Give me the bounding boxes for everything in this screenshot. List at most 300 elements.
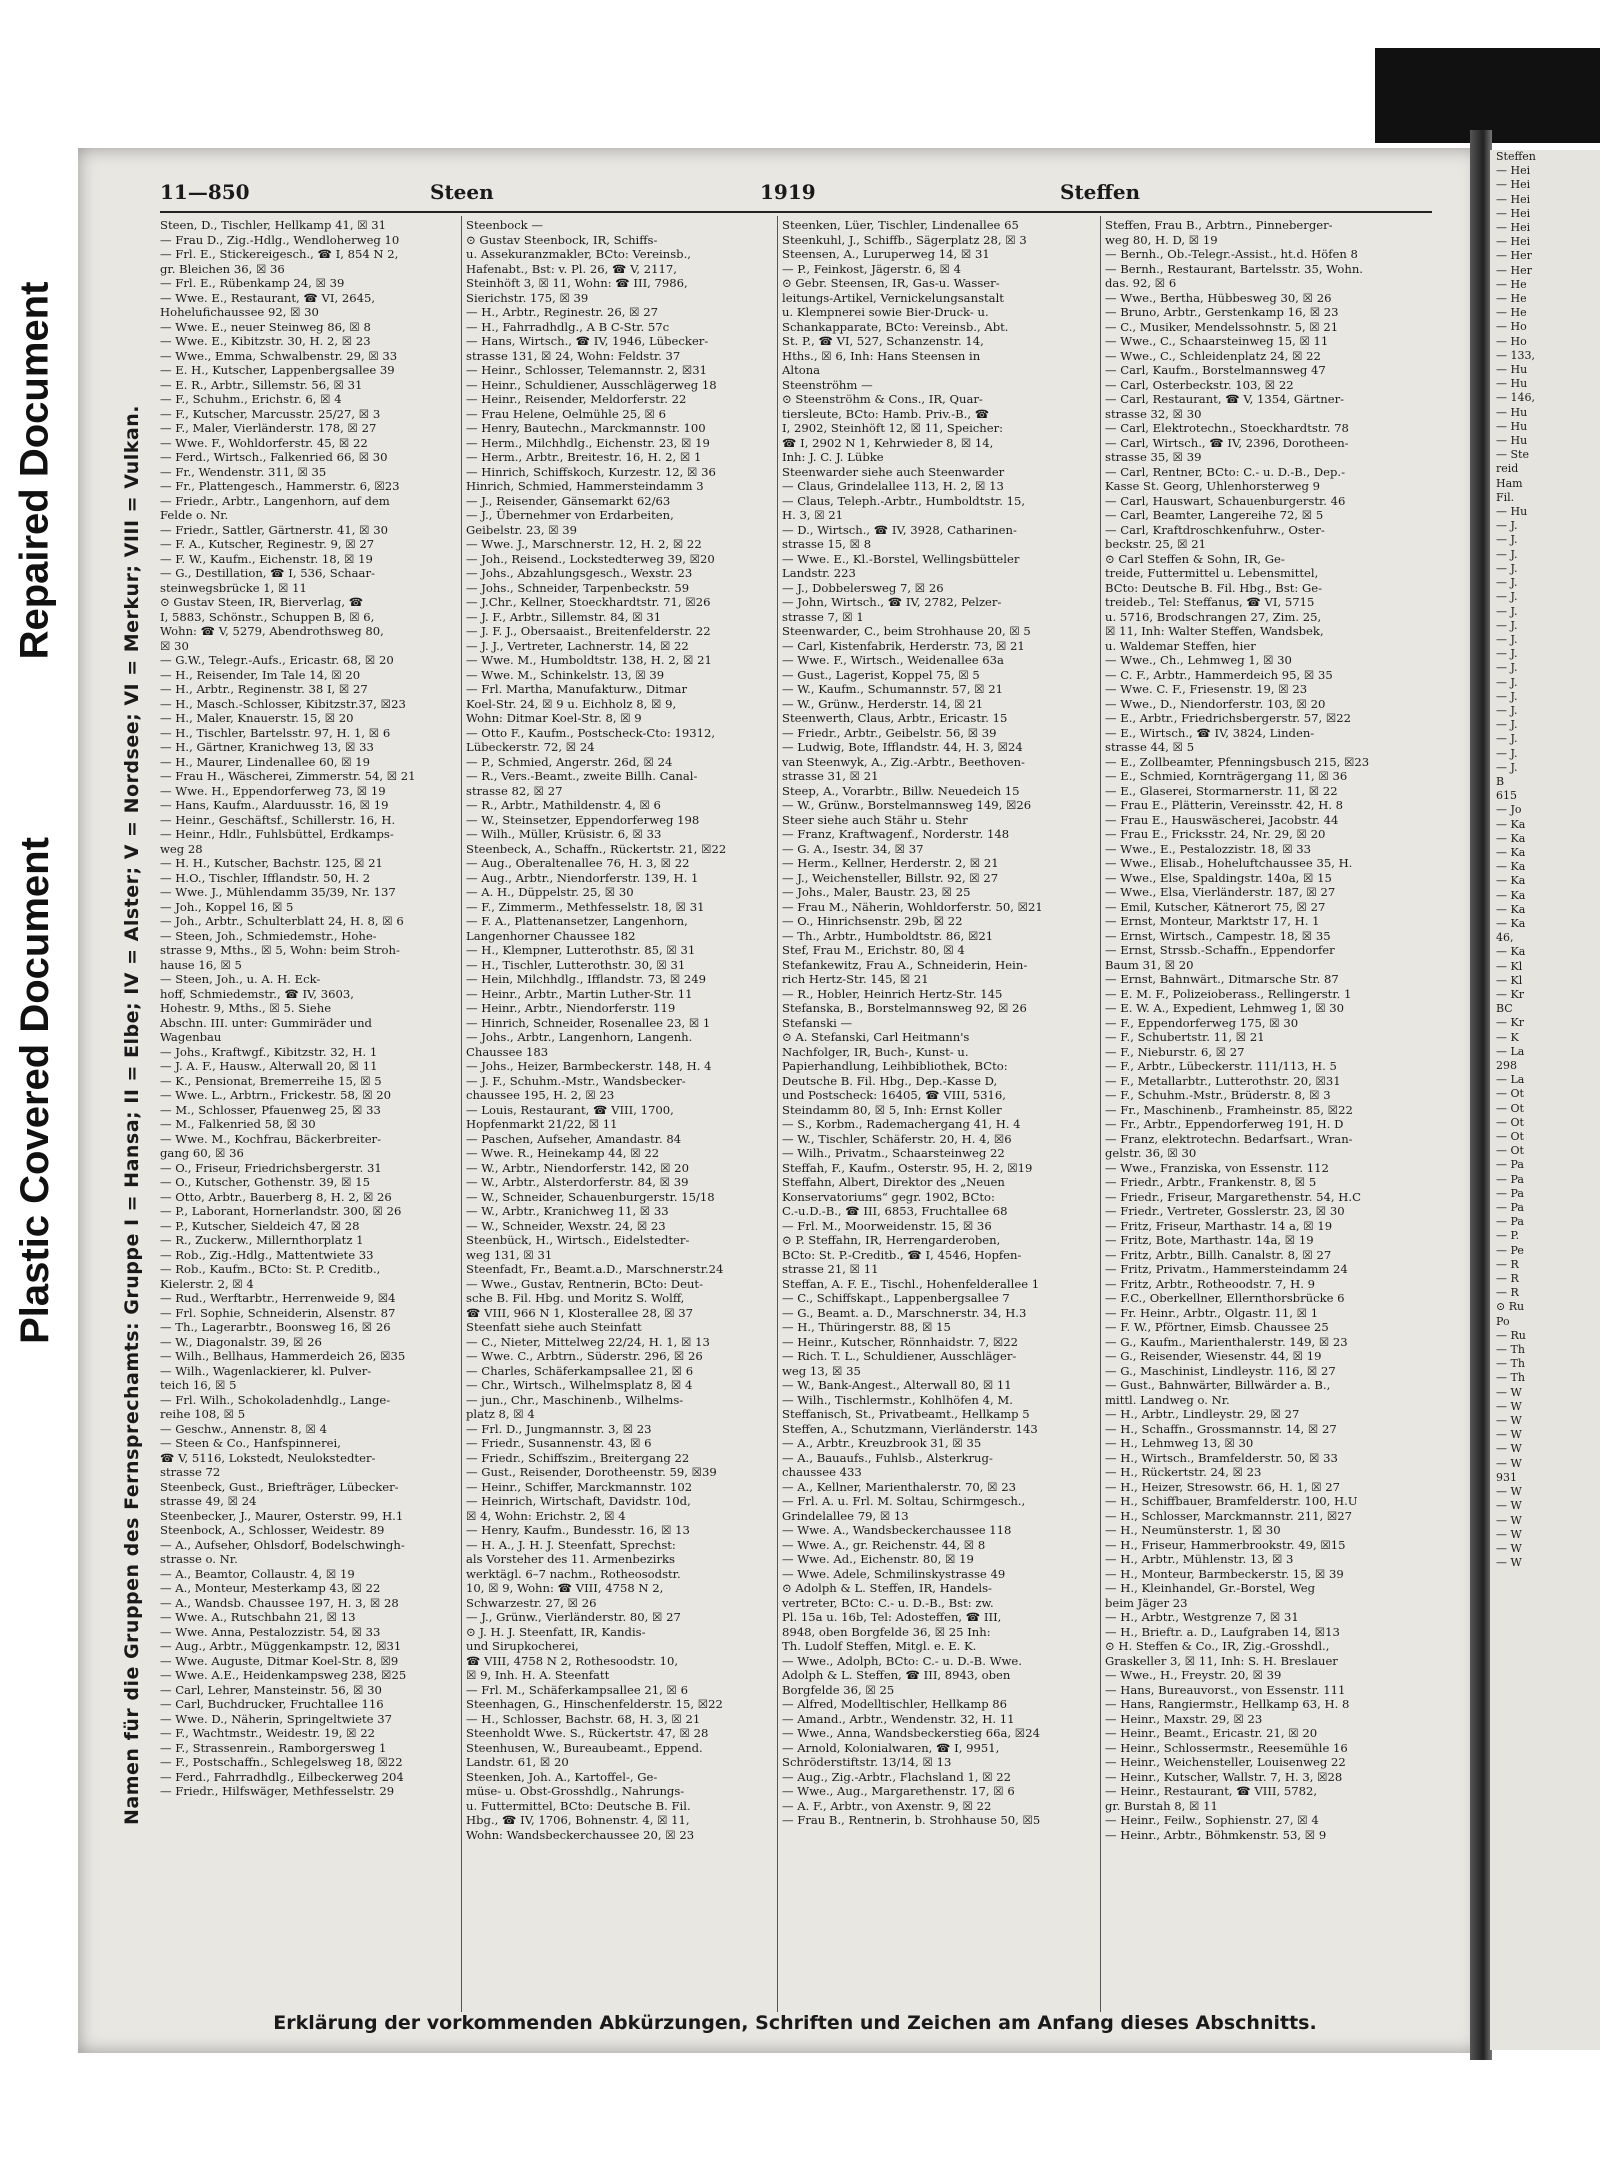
- facing-page-fragment: — Her: [1496, 249, 1532, 263]
- directory-entry: — F., Schubertstr. 11, ☒ 21: [1105, 1030, 1265, 1044]
- directory-entry: Lübeckerstr. 72, ☒ 24: [466, 740, 595, 754]
- facing-page-fragment: — W: [1496, 1399, 1522, 1413]
- directory-entry: — H., Schlosser, Marckmannstr. 211, ☒27: [1105, 1508, 1353, 1523]
- directory-entry: Steenbeck, Gust., Briefträger, Lübecker-: [160, 1479, 399, 1494]
- directory-entry: — Hinrich, Schneider, Rosenallee 23, ☒ 1: [466, 1015, 711, 1030]
- directory-entry: — H., Monteur, Barmbeckerstr. 15, ☒ 39: [1105, 1566, 1344, 1581]
- directory-entry: gelstr. 36, ☒ 30: [1105, 1146, 1197, 1160]
- directory-entry: — Wwe. J., Mühlendamm 35/39, Nr. 137: [160, 885, 396, 899]
- directory-entry: — H., Schlosser, Bachstr. 68, H. 3, ☒ 21: [466, 1711, 701, 1726]
- facing-page-fragment: — Ru: [1496, 1328, 1526, 1342]
- directory-entry: Steenkuhl, J., Schiffb., Sägerplatz 28, ☒ 3: [782, 232, 1027, 247]
- directory-entry: — Friedr., Vertreter, Gosslerstr. 23, ☒ 30: [1105, 1204, 1345, 1218]
- directory-entry: — Gust., Bahnwärter, Billwärder a. B.,: [1105, 1378, 1331, 1392]
- directory-entry: — F., Wachtmstr., Weidestr. 19, ☒ 22: [160, 1726, 375, 1740]
- directory-entry: — Rich. T. L., Schuldiener, Ausschläger-: [782, 1349, 1017, 1363]
- facing-page-fragment: — Th: [1496, 1343, 1525, 1357]
- directory-entry: — A. F., Arbtr., von Axenstr. 9, ☒ 22: [782, 1798, 992, 1813]
- directory-entry: Steenbock, A., Schlosser, Weidestr. 89: [160, 1523, 385, 1537]
- column-4: [1105, 218, 1370, 2018]
- directory-entry: strasse 35, ☒ 39: [1105, 450, 1202, 464]
- directory-entry: — Wwe. E., neuer Steinweg 86, ☒ 8: [160, 319, 371, 334]
- directory-entry: — Th., Arbtr., Humboldtstr. 86, ☒21: [782, 928, 994, 943]
- directory-entry: Steenbück, H., Wirtsch., Eidelstedter-: [466, 1233, 690, 1247]
- directory-entry: — Wwe. Ad., Eichenstr. 80, ☒ 19: [782, 1552, 974, 1566]
- facing-page-fragment: 46,: [1496, 931, 1514, 945]
- directory-entry: rich Hertz-Str. 145, ☒ 21: [782, 972, 929, 986]
- directory-entry: — John, Wirtsch., ☎ IV, 2782, Pelzer-: [782, 595, 1002, 609]
- directory-entry: — Wwe., C., Schaarsteinweg 15, ☒ 11: [1105, 334, 1329, 348]
- directory-entry: — A., Arbtr., Kreuzbrook 31, ☒ 35: [782, 1436, 982, 1450]
- directory-entry: — Wwe., Adolph, BCto: C.- u. D.-B. Wwe.: [782, 1653, 1022, 1668]
- facing-page-fragment: BC: [1496, 1002, 1513, 1016]
- directory-entry: Stefanska, B., Borstelmannsweg 92, ☒ 26: [782, 1001, 1027, 1015]
- directory-entry: Steenfatt siehe auch Steinfatt: [466, 1320, 642, 1334]
- directory-entry: — Geschw., Annenstr. 8, ☒ 4: [160, 1421, 327, 1436]
- directory-entry: strasse o. Nr.: [160, 1552, 238, 1566]
- directory-entry: H. 3, ☒ 21: [782, 508, 844, 522]
- directory-entry: ⊙ Carl Steffen & Sohn, IR, Ge-: [1105, 551, 1285, 566]
- directory-entry: weg 131, ☒ 31: [466, 1247, 553, 1262]
- facing-page-fragment: — J.: [1496, 689, 1518, 703]
- directory-entry: — Gust., Lagerist, Koppel 75, ☒ 5: [782, 667, 980, 682]
- directory-entry: platz 8, ☒ 4: [466, 1407, 535, 1421]
- facing-page-fragment: — Ka: [1496, 874, 1526, 888]
- directory-entry: — W., Grünw., Herderstr. 14, ☒ 21: [782, 696, 984, 711]
- directory-entry: Papierhandlung, Leihbibliothek, BCto:: [782, 1059, 1008, 1073]
- directory-entry: — G., Destillation, ☎ I, 536, Schaar-: [160, 566, 375, 580]
- directory-entry: — P., Laborant, Hornerlandstr. 300, ☒ 26: [160, 1204, 402, 1218]
- directory-entry: — E. R., Arbtr., Sillemstr. 56, ☒ 31: [160, 377, 363, 392]
- facing-page-fragment: Ham: [1496, 476, 1523, 490]
- directory-entry: — Friedr., Arbtr., Langenhorn, auf dem: [160, 493, 390, 508]
- directory-entry: — Charles, Schäferkampsallee 21, ☒ 6: [466, 1363, 694, 1378]
- directory-entry: — Frau E., Plätterin, Vereinsstr. 42, H. 8: [1105, 798, 1344, 812]
- facing-page-fragment: — W: [1496, 1541, 1522, 1555]
- directory-entry: — Wwe., Elisab., Hoheluftchaussee 35, H.: [1105, 856, 1353, 870]
- directory-entry: ☒ 30: [160, 638, 189, 653]
- directory-entry: Langenhorner Chaussee 182: [466, 928, 636, 943]
- directory-entry: — Frl. A. u. Frl. M. Soltau, Schirmgesch.,: [782, 1494, 1026, 1508]
- facing-page-fragment: — R: [1496, 1272, 1519, 1286]
- directory-entry: — Ferd., Fahrradhdlg., Eilbeckerweg 204: [160, 1769, 404, 1784]
- facing-page-fragment: — J.: [1496, 746, 1518, 760]
- directory-entry: — Friedr., Sattler, Gärtnerstr. 41, ☒ 30: [160, 522, 389, 537]
- directory-entry: — Heinr., Restaurant, ☎ VIII, 5782,: [1105, 1784, 1318, 1798]
- facing-page-fragment: — J.: [1496, 718, 1518, 732]
- directory-entry: — Louis, Restaurant, ☎ VIII, 1700,: [466, 1102, 674, 1117]
- directory-entry: — H., Klempner, Lutterothstr. 85, ☒ 31: [466, 943, 696, 957]
- directory-entry: — Frl. E., Rübenkamp 24, ☒ 39: [160, 276, 345, 290]
- directory-entry: steinwegsbrücke 1, ☒ 11: [160, 580, 307, 595]
- directory-entry: u. Futtermittel, BCto: Deutsche B. Fil.: [466, 1798, 691, 1813]
- directory-entry: — F. A., Plattenansetzer, Langenhorn,: [466, 914, 688, 928]
- facing-page-fragment: — Ot: [1496, 1130, 1524, 1144]
- directory-entry: — H., Neumünsterstr. 1, ☒ 30: [1105, 1523, 1281, 1537]
- facing-page-fragment: — Hei: [1496, 221, 1531, 235]
- directory-entry: — Wwe., C., Schleidenplatz 24, ☒ 22: [1105, 348, 1321, 363]
- directory-entry: — M., Falkenried 58, ☒ 30: [160, 1117, 316, 1131]
- directory-entry: — Bernh., Restaurant, Bartelsstr. 35, Wohn.: [1105, 261, 1363, 276]
- directory-entry: — W., Arbtr., Niendorferstr. 142, ☒ 20: [466, 1160, 689, 1175]
- directory-entry: — A., Wandsb. Chaussee 197, H. 3, ☒ 28: [160, 1595, 399, 1610]
- directory-entry: — S., Korbm., Rademachergang 41, H. 4: [782, 1117, 1021, 1131]
- directory-entry: Schankapparate, BCto: Vereinsb., Abt.: [782, 319, 1009, 334]
- directory-entry: — H., Maler, Knauerstr. 15, ☒ 20: [160, 711, 354, 725]
- side-label-divider: [0, 800, 70, 803]
- facing-page-fragment: — Kr: [1496, 1016, 1524, 1030]
- facing-page-fragment: — J.: [1496, 618, 1518, 632]
- directory-entry: tiersleute, BCto: Hamb. Priv.-B., ☎: [782, 406, 990, 421]
- directory-entry: — J., Dobbelersweg 7, ☒ 26: [782, 580, 944, 595]
- facing-page-fragment: — W: [1496, 1442, 1522, 1456]
- directory-entry: — Friedr., Arbtr., Geibelstr. 56, ☒ 39: [782, 725, 997, 740]
- facing-page-fragment: — K: [1496, 1030, 1519, 1044]
- directory-entry: gr. Bleichen 36, ☒ 36: [160, 261, 285, 276]
- directory-entry: — G., Reisender, Wiesenstr. 44, ☒ 19: [1105, 1349, 1322, 1363]
- directory-entry: strasse 82, ☒ 27: [466, 783, 563, 798]
- directory-entry: — Carl, Hauswart, Schauenburgerstr. 46: [1105, 493, 1346, 508]
- directory-entry: — Otto, Arbtr., Bauerberg 8, H. 2, ☒ 26: [160, 1189, 392, 1204]
- directory-entry: — O., Kutscher, Gothenstr. 39, ☒ 15: [160, 1175, 370, 1189]
- facing-page-fragment: — He: [1496, 292, 1527, 306]
- directory-entry: — Aug., Oberaltenallee 76, H. 3, ☒ 22: [466, 856, 690, 870]
- directory-entry: — Hans, Bureauvorst., von Essenstr. 111: [1105, 1682, 1346, 1697]
- directory-entry: — Wwe., E., Pestalozzistr. 18, ☒ 33: [1105, 841, 1312, 856]
- directory-entry: — Friedr., Arbtr., Frankenstr. 8, ☒ 5: [1105, 1175, 1317, 1189]
- facing-page-fragment: — Ka: [1496, 831, 1526, 845]
- directory-entry: — H., Arbtr., Reginestr. 26, ☒ 27: [466, 305, 659, 319]
- directory-entry: — A., Kellner, Marienthalerstr. 70, ☒ 23: [782, 1479, 1017, 1494]
- facing-page-fragment: — Ka: [1496, 916, 1526, 930]
- directory-entry: — H., Fahrradhdlg., A B C-Str. 57c: [466, 319, 670, 334]
- facing-page-fragment: — Jo: [1496, 803, 1522, 817]
- directory-entry: — Wwe., Emma, Schwalbenstr. 29, ☒ 33: [160, 348, 398, 363]
- directory-entry: — H., Rückertstr. 24, ☒ 23: [1105, 1465, 1262, 1479]
- directory-entry: — H., Kleinhandel, Gr.-Borstel, Weg: [1105, 1581, 1316, 1595]
- directory-entry: — F., Schuhm.-Mstr., Brüderstr. 8, ☒ 3: [1105, 1088, 1331, 1102]
- directory-entry: — Frau E., Hauswäscherei, Jacobstr. 44: [1105, 812, 1339, 827]
- directory-entry: — A., Bauaufs., Fuhlsb., Alsterkrug-: [782, 1450, 993, 1465]
- directory-entry: — G., Maschinist, Lindleystr. 116, ☒ 27: [1105, 1363, 1336, 1378]
- directory-entry: — E., Arbtr., Friedrichsbergerstr. 57, ☒22: [1105, 711, 1352, 725]
- facing-page-fragment: ⊙ Ru: [1496, 1300, 1525, 1314]
- directory-entry: — Frl. E., Stickereigesch., ☎ I, 854 N 2,: [160, 247, 399, 261]
- directory-entry: und Postscheck: 16405, ☎ VIII, 5316,: [782, 1088, 1006, 1102]
- directory-entry: — Johs., Heizer, Barmbeckerstr. 148, H. 4: [466, 1059, 712, 1073]
- facing-page-fragment: — R: [1496, 1257, 1519, 1271]
- directory-entry: — H., Schiffbauer, Bramfelderstr. 100, H.U: [1105, 1494, 1358, 1508]
- directory-entry: Landstr. 223: [782, 566, 856, 580]
- directory-entry: — Wwe. D., Näherin, Springeltwiete 37: [160, 1711, 392, 1726]
- directory-entry: — F., Schuhm., Erichstr. 6, ☒ 4: [160, 392, 342, 406]
- directory-entry: — F., Arbtr., Lübeckerstr. 111/113, H. 5: [1105, 1059, 1337, 1073]
- directory-entry: — Wwe. C. F., Friesenstr. 19, ☒ 23: [1105, 682, 1308, 696]
- directory-entry: — F. W., Pförtner, Eimsb. Chaussee 25: [1105, 1320, 1329, 1334]
- directory-entry: — P., Feinkost, Jägerstr. 6, ☒ 4: [782, 261, 962, 276]
- directory-entry: — Th., Lagerarbtr., Boonsweg 16, ☒ 26: [160, 1320, 391, 1334]
- directory-entry: — E., Wirtsch., ☎ IV, 3824, Linden-: [1105, 725, 1315, 740]
- directory-entry: — R., Hobler, Heinrich Hertz-Str. 145: [782, 986, 1003, 1001]
- facing-page-fragment: — Pa: [1496, 1186, 1524, 1200]
- directory-entry: — F.C., Oberkellner, Ellernthorsbrücke 6: [1105, 1291, 1345, 1305]
- directory-entry: — Friedr., Schiffszim., Breitergang 22: [466, 1450, 690, 1465]
- directory-entry: — Frl. Wilh., Schokoladenhdlg., Lange-: [160, 1392, 391, 1407]
- directory-entry: — Steen & Co., Hanfspinnerei,: [160, 1436, 341, 1450]
- directory-entry: — Heinr., Maxstr. 29, ☒ 23: [1105, 1711, 1263, 1726]
- directory-entry: — Johs., Schneider, Tarpenbeckstr. 59: [466, 580, 690, 595]
- facing-page-fragment: — La: [1496, 1073, 1525, 1087]
- directory-entry: — R., Zuckerw., Millernthorplatz 1: [160, 1233, 364, 1247]
- facing-page-fragment: — La: [1496, 1044, 1525, 1058]
- directory-entry: — Wwe., Gustav, Rentnerin, BCto: Deut-: [466, 1276, 703, 1291]
- directory-entry: Landstr. 61, ☒ 20: [466, 1755, 569, 1769]
- directory-entry: beckstr. 25, ☒ 21: [1105, 537, 1207, 551]
- facing-page-fragment: 931: [1496, 1470, 1517, 1484]
- facing-page-fragment: — Ho: [1496, 320, 1527, 334]
- facing-page-fragment: — W: [1496, 1499, 1522, 1513]
- directory-entry: und Sirupkocherei,: [466, 1639, 579, 1653]
- directory-entry: — Heinr., Schlosser, Telemannstr. 2, ☒31: [466, 363, 707, 377]
- facing-page-fragment: — Hei: [1496, 192, 1531, 206]
- directory-entry: — Frl. D., Jungmannstr. 3, ☒ 23: [466, 1421, 652, 1436]
- directory-entry: — Wwe., Elsa, Vierländerstr. 187, ☒ 27: [1105, 885, 1336, 899]
- directory-entry: Stefankewitz, Frau A., Schneiderin, Hein-: [782, 957, 1028, 972]
- facing-page-fragment: — Kl: [1496, 959, 1523, 973]
- directory-entry: Borgfelde 36, ☒ 25: [782, 1682, 895, 1697]
- directory-entry: — H., Tischler, Bartelsstr. 97, H. 1, ☒ 6: [160, 725, 391, 740]
- directory-entry: Hbg., ☎ IV, 1706, Bohnenstr. 4, ☒ 11,: [466, 1813, 690, 1827]
- directory-entry: — R., Vers.-Beamt., zweite Billh. Canal-: [466, 769, 698, 783]
- directory-entry: I, 5883, Schönstr., Schuppen B, ☒ 6,: [160, 609, 375, 624]
- directory-entry: Geibelstr. 23, ☒ 39: [466, 522, 578, 537]
- directory-entry: — Frl. Sophie, Schneiderin, Alsenstr. 87: [160, 1305, 396, 1320]
- directory-entry: — H.O., Tischler, Ifflandstr. 50, H. 2: [160, 870, 371, 885]
- directory-entry: Steffahn, Albert, Direktor des „Neuen: [782, 1175, 1005, 1189]
- directory-entry: — H., Heizer, Stresowstr. 66, H. 1, ☒ 27: [1105, 1479, 1341, 1494]
- directory-entry: — E. W. A., Expedient, Lehmweg 1, ☒ 30: [1105, 1001, 1345, 1015]
- directory-entry: — J., Grünw., Vierländerstr. 80, ☒ 27: [466, 1610, 681, 1624]
- facing-page-fragment: — J.: [1496, 604, 1518, 618]
- directory-entry: — W., Bank-Angest., Alterwall 80, ☒ 11: [782, 1378, 1012, 1392]
- directory-entry: Altona: [782, 363, 821, 377]
- directory-entry: Steindamm 80, ☒ 5, Inh: Ernst Koller: [782, 1102, 1002, 1117]
- directory-entry: Steenken, Joh. A., Kartoffel-, Ge-: [466, 1769, 658, 1784]
- directory-entry: — Ernst, Wirtsch., Campestr. 18, ☒ 35: [1105, 928, 1331, 943]
- facing-page-fragment: — J.: [1496, 519, 1518, 533]
- directory-entry: — Hans, Wirtsch., ☎ IV, 1946, Lübecker-: [466, 334, 709, 348]
- directory-entry: — Hans, Kaufm., Alarduusstr. 16, ☒ 19: [160, 798, 389, 812]
- facing-page-fragment: — Hu: [1496, 434, 1528, 448]
- header-year: 1919: [760, 180, 816, 204]
- facing-page-fragment: 298: [1496, 1059, 1517, 1072]
- directory-entry: — E. H., Kutscher, Lappenbergsallee 39: [160, 363, 395, 377]
- directory-entry: — Carl, Wirtsch., ☎ IV, 2396, Dorotheen-: [1105, 435, 1349, 450]
- directory-entry: strasse 9, Mths., ☒ 5, Wohn: beim Stroh-: [160, 943, 400, 957]
- directory-entry: — Frau E., Fricksstr. 24, Nr. 29, ☒ 20: [1105, 827, 1326, 841]
- directory-entry: — A. H., Düppelstr. 25, ☒ 30: [466, 885, 634, 899]
- directory-entry: vertreter, BCto: C.- u. D.-B., Bst: zw.: [782, 1595, 994, 1610]
- directory-entry: — H., Brieftr. a. D., Laufgraben 14, ☒13: [1105, 1624, 1340, 1639]
- directory-entry: — jun., Chr., Maschinenb., Wilhelms-: [466, 1392, 684, 1407]
- directory-entry: — Paschen, Aufseher, Amandastr. 84: [466, 1131, 682, 1146]
- directory-entry: — Rob., Kaufm., BCto: St. P. Creditb.,: [160, 1262, 381, 1276]
- directory-entry: ☒ 4, Wohn: Erichstr. 2, ☒ 4: [466, 1508, 626, 1523]
- vertical-title: [112, 240, 152, 1990]
- directory-entry: — Ludwig, Bote, Ifflandstr. 44, H. 3, ☒24: [782, 740, 1023, 754]
- directory-entry: Steenwerth, Claus, Arbtr., Ericastr. 15: [782, 711, 1008, 725]
- directory-entry: Steenbecker, J., Maurer, Osterstr. 99, H.1: [160, 1508, 404, 1523]
- facing-page-fragment: — J.: [1496, 533, 1518, 547]
- directory-entry: ⊙ H. Steffen & Co., IR, Zig.-Grosshdl.,: [1105, 1639, 1330, 1653]
- directory-entry: hoff, Schmiedemstr., ☎ IV, 3603,: [160, 986, 354, 1001]
- directory-entry: strasse 131, ☒ 24, Wohn: Feldstr. 37: [466, 348, 681, 363]
- directory-entry: — Joh., Reisend., Lockstedterweg 39, ☒20: [466, 551, 715, 566]
- side-label-repaired: [0, 150, 70, 790]
- directory-entry: — Ernst, Strssb.-Schaffn., Eppendorfer: [1105, 943, 1335, 957]
- facing-page-fragment: — Ot: [1496, 1087, 1524, 1101]
- directory-entry: Hohestr. 9, Mths., ☒ 5. Siehe: [160, 1001, 332, 1015]
- directory-entry: — Carl, Buchdrucker, Fruchtallee 116: [160, 1697, 384, 1711]
- facing-page-fragment: — Ot: [1496, 1144, 1524, 1158]
- directory-entry: — Wilh., Bellhaus, Hammerdeich 26, ☒35: [160, 1349, 406, 1363]
- directory-entry: — Carl, Osterbeckstr. 103, ☒ 22: [1105, 377, 1294, 392]
- facing-page-fragment: — Kl: [1496, 973, 1523, 987]
- facing-page-fragment: — J.: [1496, 547, 1518, 561]
- directory-entry: — Claus, Grindelallee 113, H. 2, ☒ 13: [782, 479, 1004, 493]
- directory-entry: — G., Kaufm., Marienthalerstr. 149, ☒ 23: [1105, 1334, 1348, 1349]
- side-label-plastic-covered-text: Plastic Covered Document: [12, 836, 57, 1344]
- directory-entry: — H., Arbtr., Mühlenstr. 13, ☒ 3: [1105, 1552, 1294, 1566]
- directory-entry: — J., Reisender, Gänsemarkt 62/63: [466, 493, 671, 508]
- directory-entry: — Heinr., Geschäftsf., Schillerstr. 16, H.: [160, 812, 396, 827]
- facing-page-fragment: — Pa: [1496, 1215, 1524, 1229]
- directory-entry: — H., Lehmweg 13, ☒ 30: [1105, 1436, 1254, 1450]
- directory-entry: — Rob., Zig.-Hdlg., Mattentwiete 33: [160, 1247, 374, 1262]
- directory-entry: — Hinrich, Schiffskoch, Kurzestr. 12, ☒ 36: [466, 464, 716, 479]
- facing-page-fragment: reid: [1496, 462, 1519, 476]
- facing-page-fragment: — J.: [1496, 590, 1518, 604]
- facing-page-fragment: 615: [1496, 789, 1517, 803]
- facing-page-fragment: — Pa: [1496, 1172, 1524, 1186]
- directory-entry: — Frau M., Näherin, Wohldorferstr. 50, ☒21: [782, 899, 1043, 914]
- facing-page-fragment: — Ka: [1496, 845, 1526, 859]
- directory-entry: — Fritz, Privatm., Hammersteindamm 24: [1105, 1262, 1348, 1276]
- directory-entry: — Alfred, Modelltischler, Hellkamp 86: [782, 1697, 1008, 1711]
- facing-page-fragment: — Ho: [1496, 334, 1527, 348]
- directory-entry: — H. A., J. H. J. Steenfatt, Sprechst:: [466, 1537, 676, 1552]
- page-header: [160, 180, 1430, 208]
- facing-page-fragment: — J.: [1496, 732, 1518, 746]
- directory-entry: ⊙ Steenströhm & Cons., IR, Quar-: [782, 392, 983, 406]
- scan-background-top-right: [1375, 48, 1600, 143]
- directory-entry: ⊙ A. Stefanski, Carl Heitmann's: [782, 1030, 970, 1044]
- directory-entry: — Fritz, Arbtr., Rotheoodstr. 7, H. 9: [1105, 1276, 1315, 1291]
- directory-entry: Steffan, A. F. E., Tischl., Hohenfelderallee 1: [782, 1276, 1040, 1291]
- directory-entry: — Friedr., Susannenstr. 43, ☒ 6: [466, 1436, 652, 1450]
- directory-entry: strasse 32, ☒ 30: [1105, 406, 1202, 421]
- directory-entry: — Fr., Wendenstr. 311, ☒ 35: [160, 464, 327, 479]
- directory-entry: — M., Schlosser, Pfauenweg 25, ☒ 33: [160, 1102, 381, 1117]
- directory-entry: strasse 15, ☒ 8: [782, 537, 872, 551]
- directory-entry: — Johs., Maler, Baustr. 23, ☒ 25: [782, 885, 971, 899]
- directory-entry: — Ernst, Bahnwärt., Ditmarsche Str. 87: [1105, 972, 1339, 986]
- directory-entry: — Frau Helene, Oelmühle 25, ☒ 6: [466, 406, 667, 421]
- directory-entry: 10, ☒ 9, Wohn: ☎ VIII, 4758 N 2,: [466, 1581, 664, 1595]
- directory-entry: — Ernst, Monteur, Marktstr 17, H. 1: [1105, 914, 1320, 928]
- directory-entry: — J. J., Vertreter, Lachnerstr. 14, ☒ 22: [466, 638, 689, 653]
- directory-entry: Schröderstiftstr. 13/14, ☒ 13: [782, 1755, 952, 1769]
- directory-entry: Steffen, A., Schutzmann, Vierländerstr. 143: [782, 1421, 1038, 1436]
- facing-page-fragment: — Kr: [1496, 987, 1524, 1001]
- facing-page-fragment: — Hei: [1496, 178, 1531, 192]
- directory-entry: — F., Kutscher, Marcusstr. 25/27, ☒ 3: [160, 406, 381, 421]
- facing-page-fragment: — He: [1496, 306, 1527, 320]
- column-divider: [1100, 216, 1101, 2012]
- directory-entry: treide, Futtermittel u. Lebensmittel,: [1105, 566, 1319, 580]
- directory-entry: weg 28: [160, 841, 203, 856]
- directory-entry: — F., Maler, Vierländerstr. 178, ☒ 27: [160, 421, 377, 435]
- directory-entry: Steep, A., Vorarbtr., Billw. Neuedeich 15: [782, 783, 1020, 798]
- directory-entry: u. Waldemar Steffen, hier: [1105, 638, 1256, 653]
- directory-entry: chaussee 433: [782, 1465, 862, 1479]
- directory-entry: weg 80, H. D, ☒ 19: [1105, 232, 1218, 247]
- directory-entry: — Emil, Kutscher, Kätnerort 75, ☒ 27: [1105, 899, 1326, 914]
- directory-entry: Steen, D., Tischler, Hellkamp 41, ☒ 31: [160, 218, 387, 232]
- directory-entry: ⊙ Gustav Steen, IR, Bierverlag, ☎: [160, 595, 364, 609]
- directory-entry: — Wwe., H., Freystr. 20, ☒ 39: [1105, 1668, 1282, 1682]
- directory-entry: Steenhusen, W., Bureaubeamt., Eppend.: [466, 1740, 703, 1755]
- directory-entry: — Friedr., Hilfswäger, Methfesselstr. 29: [160, 1784, 395, 1798]
- directory-entry: Stef, Frau M., Erichstr. 80, ☒ 4: [782, 943, 965, 957]
- directory-entry: Steffen, Frau B., Arbtrn., Pinneberger-: [1105, 218, 1333, 232]
- directory-entry: Sierichstr. 175, ☒ 39: [466, 290, 589, 305]
- directory-entry: — Otto F., Kaufm., Postscheck-Cto: 19312,: [466, 725, 716, 740]
- facing-page-fragment: — Pe: [1496, 1243, 1524, 1257]
- directory-entry: Steenbeck, A., Schaffn., Rückertstr. 21, ☒22: [466, 841, 727, 856]
- facing-page-fragment: — W: [1496, 1428, 1522, 1442]
- directory-entry: Steer siehe auch Stähr u. Stehr: [782, 812, 968, 827]
- facing-page-fragment: — J.: [1496, 760, 1518, 774]
- facing-page-fragment: — Ot: [1496, 1101, 1524, 1115]
- directory-entry: — H., Masch.-Schlosser, Kibitzstr.37, ☒23: [160, 696, 406, 711]
- directory-entry: — Heinr., Kutscher, Wallstr. 7, H. 3, ☒28: [1105, 1769, 1343, 1784]
- directory-entry: C.-u.D.-B., ☎ III, 6853, Fruchtallee 68: [782, 1204, 1008, 1218]
- facing-page-fragment: Po: [1496, 1314, 1510, 1328]
- directory-entry: — H., Friseur, Hammerbrookstr. 49, ☒15: [1105, 1537, 1346, 1552]
- directory-entry: — Hans, Rangiermstr., Hellkamp 63, H. 8: [1105, 1697, 1350, 1711]
- facing-page-fragment: — W: [1496, 1485, 1522, 1499]
- directory-entry: als Vorsteher des 11. Armenbezirks: [466, 1552, 676, 1566]
- directory-entry: — Fritz, Arbtr., Billh. Canalstr. 8, ☒ 27: [1105, 1247, 1332, 1262]
- directory-entry: Koel-Str. 24, ☒ 9 u. Eichholz 8, ☒ 9,: [466, 696, 677, 711]
- directory-entry: beim Jäger 23: [1105, 1595, 1188, 1610]
- facing-page-fragment: — Hu: [1496, 405, 1528, 419]
- directory-entry: — Carl, Kaufm., Borstelmannsweg 47: [1105, 363, 1326, 377]
- directory-entry: 8948, oben Borgfelde 36, ☒ 25 Inh:: [782, 1624, 991, 1639]
- directory-entry: — P., Schmied, Angerstr. 26d, ☒ 24: [466, 754, 673, 769]
- directory-entry: — Wwe. M., Schinkelstr. 13, ☒ 39: [466, 667, 665, 682]
- facing-page-fragment: — J.: [1496, 661, 1518, 675]
- directory-entry: — G., Beamt. a. D., Marschnerstr. 34, H.3: [782, 1305, 1027, 1320]
- directory-entry: müse- u. Obst-Grosshdlg., Nahrungs-: [466, 1784, 685, 1798]
- scan-background-bottom: [78, 2050, 1600, 2177]
- directory-entry: — Frl. M., Schäferkampsallee 21, ☒ 6: [466, 1682, 688, 1697]
- facing-page-fragment: — Pa: [1496, 1158, 1524, 1172]
- directory-entry: — J. A. F., Hausw., Alterwall 20, ☒ 11: [160, 1059, 378, 1073]
- directory-entry: — C., Nieter, Mittelweg 22/24, H. 1, ☒ 13: [466, 1334, 710, 1349]
- directory-entry: u. 5716, Brodschrangen 27, Zim. 25,: [1105, 609, 1322, 624]
